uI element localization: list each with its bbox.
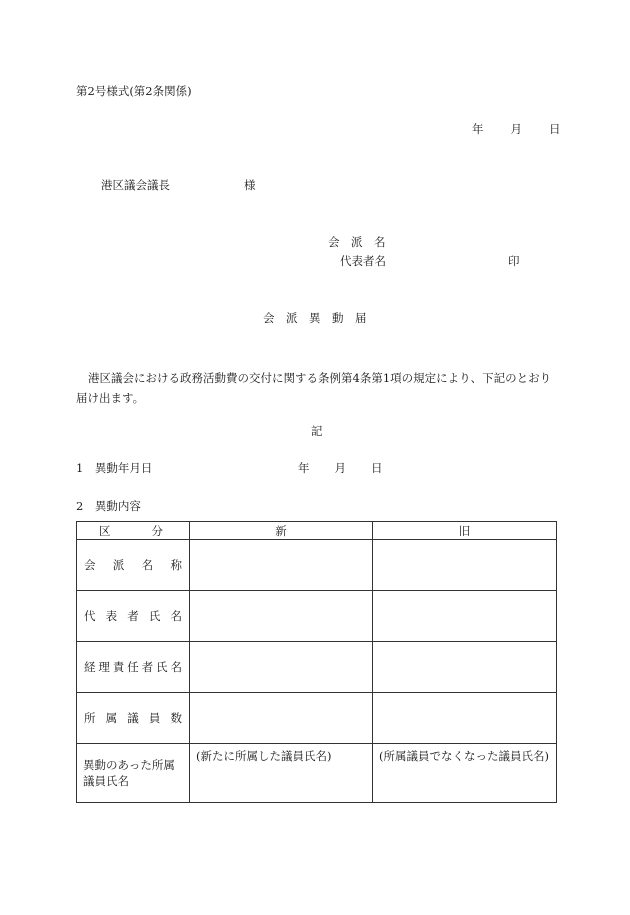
date-day: 日 (549, 122, 561, 136)
row-label-char: 代 (84, 609, 96, 623)
new-members-cell[interactable] (190, 744, 373, 803)
new-value-cell[interactable] (190, 693, 373, 744)
row-label-char: 理 (98, 660, 110, 674)
item1-label: 1 異動年月日 (76, 461, 153, 475)
item1-year: 年 (298, 461, 310, 475)
row-label-cell (77, 693, 190, 744)
row-label (77, 659, 189, 675)
row-label-char: 名 (141, 558, 154, 572)
form-label: 第2号様式(第2条関係) (76, 84, 192, 98)
old-value-cell[interactable] (373, 693, 557, 744)
item2-label: 2 異動内容 (76, 499, 141, 513)
row-label (77, 557, 189, 573)
new-value-cell[interactable] (190, 540, 373, 591)
row-label-cell (77, 540, 190, 591)
representative-label: 代表者名 (340, 254, 386, 268)
row-label (77, 608, 189, 624)
row-label-char: 責 (112, 660, 125, 674)
change-table (76, 521, 557, 803)
new-value-cell[interactable] (190, 591, 373, 642)
table-row (77, 693, 557, 744)
table-row (77, 642, 557, 693)
row-label-cell (77, 744, 190, 803)
row-label-char: 会 (84, 558, 96, 572)
old-value-cell[interactable] (373, 591, 557, 642)
date-line (472, 124, 561, 136)
row-label-char: 数 (170, 711, 182, 725)
table-header-row (77, 522, 557, 540)
old-members-note: (所属議員でなくなった議員氏名) (379, 749, 549, 763)
date-year: 年 (472, 122, 484, 136)
header-category-b: 分 (151, 523, 163, 538)
header-category (77, 522, 190, 540)
row-label-char: 者 (141, 660, 154, 674)
item1-date (298, 463, 383, 475)
row-label: 異動のあった所属議員氏名 (83, 758, 175, 788)
addressee-honorific: 様 (244, 178, 256, 192)
header-old: 旧 (373, 522, 557, 540)
row-label-char: 所 (84, 711, 96, 725)
old-value-cell[interactable] (373, 642, 557, 693)
row-label-char: 員 (148, 711, 161, 725)
table-row (77, 744, 557, 803)
row-label (77, 710, 189, 726)
header-new: 新 (190, 522, 373, 540)
row-label-char: 任 (127, 660, 139, 674)
row-label-char: 属 (105, 711, 118, 725)
table-row (77, 591, 557, 642)
body-paragraph: 港区議会における政務活動費の交付に関する条例第4条第1項の規定により、下記のとおり届け出ます。 (76, 371, 552, 405)
new-members-note: (新たに所属した議員氏名) (196, 749, 332, 763)
new-value-cell[interactable] (190, 642, 373, 693)
row-label-char: 氏 (156, 660, 168, 674)
item1-day: 日 (371, 461, 383, 475)
row-label-char: 者 (127, 609, 139, 623)
row-label-char: 称 (170, 558, 182, 572)
addressee-name: 港区議会議長 (101, 178, 170, 192)
item1-month: 月 (334, 461, 346, 475)
row-label-char: 名 (170, 609, 182, 623)
row-label-cell (77, 642, 190, 693)
faction-name-label: 会 派 名 (328, 235, 386, 249)
row-label-cell (77, 591, 190, 642)
row-label-char: 名 (170, 660, 182, 674)
old-members-cell[interactable] (373, 744, 557, 803)
old-value-cell[interactable] (373, 540, 557, 591)
date-month: 月 (510, 122, 522, 136)
ki-heading: 記 (311, 424, 323, 438)
row-label-char: 派 (112, 558, 125, 572)
row-label-char: 議 (127, 711, 139, 725)
document-title: 会 派 異 動 届 (263, 311, 367, 325)
row-label-char: 表 (105, 609, 118, 623)
seal-mark: 印 (508, 254, 520, 268)
header-category-a: 区 (99, 523, 111, 538)
row-label-char: 氏 (148, 609, 161, 623)
table-row (77, 540, 557, 591)
row-label-char: 経 (84, 660, 96, 674)
